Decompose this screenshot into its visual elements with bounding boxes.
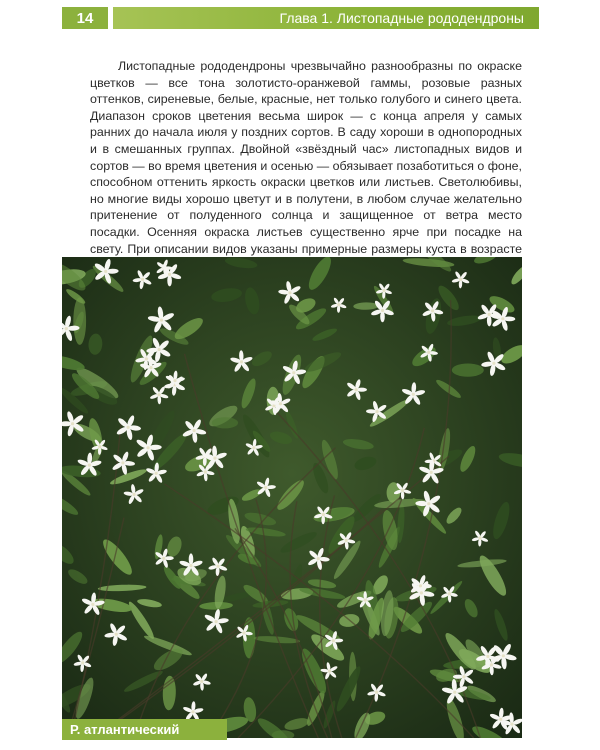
leaf bbox=[212, 417, 238, 428]
body-paragraph: Листопадные рододендроны чрезвычайно разнообразны по окраске цветков — все тона золотисто-оранжевой гаммы, розовые разных оттенков, сиреневые, белые, красные, нет только голубого и синего цвета. Диапазон сроков цветения весьма широк — с конца апреля у самых ранних до начала июля у поздних сортов. В саду хороши в однопородных и в смешанных группах. Двойной «звёздный час» листопадных видов и сортов — во время цветения и осенью — обязывает позаботиться о фоне, способном оттенить яркость окраски цветков или листьев. Светолюбивы, но многие виды хорошо цветут и в полутени, в любом случае желательно притенение от полуденного солнца и защищенное от ветра место посадки. Осенняя окраска листьев существенно ярче при посадке на свету. При описании видов указаны примерные размеры куста в возрасте bbox=[90, 59, 522, 256]
leaf bbox=[73, 297, 86, 345]
photo-caption: Р. атлантический bbox=[62, 719, 227, 740]
page-number: 14 bbox=[62, 7, 108, 29]
leaf bbox=[452, 364, 484, 377]
flower-photo bbox=[62, 257, 522, 738]
azalea-illustration bbox=[62, 257, 522, 738]
chapter-title: Глава 1. Листопадные рододендроны bbox=[113, 7, 539, 29]
